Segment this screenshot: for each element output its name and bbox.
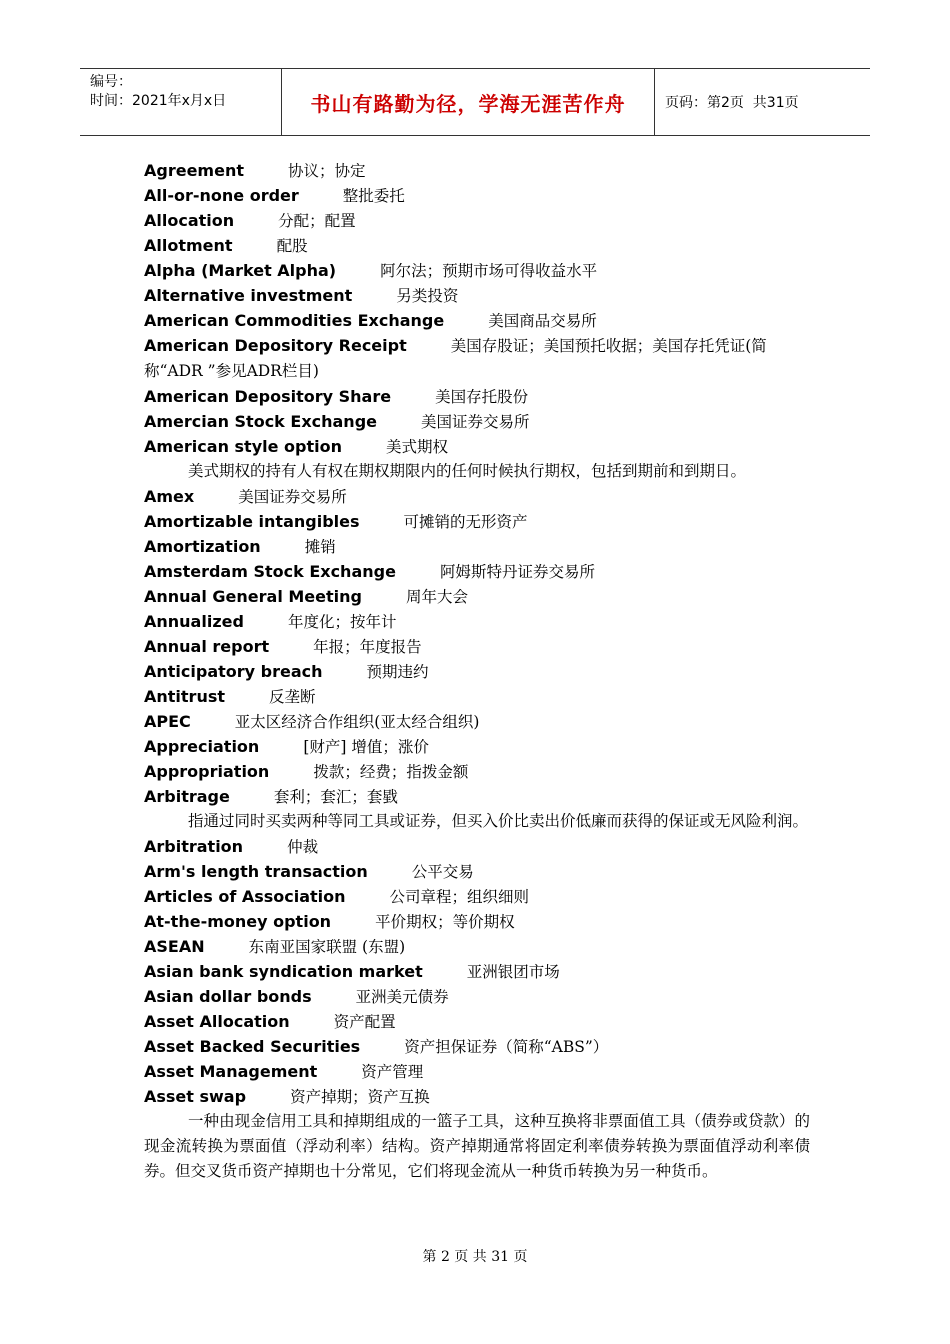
time-label: 时间：2021年x月x日 xyxy=(90,93,227,109)
glossary-entry xyxy=(144,1059,810,1084)
entry-definition: 资产掉期；资产互换 xyxy=(290,1088,430,1106)
entry-definition: 公平交易 xyxy=(411,863,474,881)
entry-description: 美式期权的持有人有权在期权期限内的任何时候执行期权，包括到期前和到期日。 xyxy=(188,462,747,480)
entry-definition: 美国商品交易所 xyxy=(488,312,597,330)
entry-term: Amercian Stock Exchange xyxy=(144,412,377,431)
entry-term: Asset Management xyxy=(144,1062,318,1081)
entry-definition: 美国存股证；美国预托收据；美国存托凭证(简称“ADR ”参见ADR栏目) xyxy=(144,337,767,380)
glossary-entry xyxy=(144,834,810,859)
entry-term: Amortization xyxy=(144,537,261,556)
header-page-info xyxy=(655,69,870,135)
entry-term: Asian bank syndication market xyxy=(144,962,423,981)
entry-definition: 美式期权 xyxy=(386,438,449,456)
entry-definition: 平价期权；等价期权 xyxy=(375,913,515,931)
glossary-entry xyxy=(144,283,810,308)
entry-definition: 分配；配置 xyxy=(278,212,356,230)
glossary-entry xyxy=(144,884,810,909)
glossary-entry xyxy=(144,859,810,884)
entry-definition: 亚洲银团市场 xyxy=(466,963,560,981)
entry-definition: 协议；协定 xyxy=(288,162,366,180)
entry-term: Arm's length transaction xyxy=(144,862,368,881)
glossary-entry xyxy=(144,609,810,634)
entry-definition: 亚太区经济合作组织(亚太经合组织) xyxy=(234,713,480,731)
glossary-entry xyxy=(144,959,810,984)
entry-term: Alpha (Market Alpha) xyxy=(144,261,337,280)
glossary-entry xyxy=(144,784,810,809)
glossary-entry xyxy=(144,709,810,734)
entry-definition: 东南亚国家联盟 (东盟) xyxy=(248,938,406,956)
entry-definition: 年报；年度报告 xyxy=(313,638,422,656)
entry-term: ASEAN xyxy=(144,937,205,956)
glossary-entry xyxy=(144,183,810,208)
entry-term: Appropriation xyxy=(144,762,270,781)
entry-definition: 年度化；按年计 xyxy=(287,613,397,631)
entry-definition: 整批委托 xyxy=(342,187,405,205)
glossary-entry xyxy=(144,208,810,233)
glossary-entry xyxy=(144,659,810,684)
glossary-entry xyxy=(144,1084,810,1109)
glossary-entry xyxy=(144,634,810,659)
entry-definition: 资产管理 xyxy=(361,1063,424,1081)
entry-term: American style option xyxy=(144,437,342,456)
entry-term: American Depository Share xyxy=(144,387,392,406)
entry-term: Articles of Association xyxy=(144,887,346,906)
header-motto: 书山有路勤为径，学海无涯苦作舟 xyxy=(282,69,655,135)
entry-term: Agreement xyxy=(144,161,244,180)
entry-term: Asian dollar bonds xyxy=(144,987,312,1006)
code-label: 编号： xyxy=(90,74,132,90)
entry-term: Alternative investment xyxy=(144,286,353,305)
glossary-entry xyxy=(144,1034,810,1059)
entry-term: Annualized xyxy=(144,612,244,631)
entry-term: Arbitration xyxy=(144,837,244,856)
entry-definition: 美国证券交易所 xyxy=(238,488,347,506)
glossary-entry xyxy=(144,484,810,509)
glossary-entry xyxy=(144,333,810,384)
entry-definition: 预期违约 xyxy=(366,663,429,681)
entry-term: Asset Allocation xyxy=(144,1012,290,1031)
glossary-entry xyxy=(144,734,810,759)
entry-definition: 周年大会 xyxy=(405,588,468,606)
page-footer: 第 2 页 共 31 页 xyxy=(422,1249,528,1265)
entry-term: All-or-none order xyxy=(144,186,299,205)
entry-term: Annual General Meeting xyxy=(144,587,362,606)
entry-definition: 配股 xyxy=(276,237,308,255)
glossary-entry xyxy=(144,984,810,1009)
glossary-content xyxy=(144,158,810,1184)
glossary-entry xyxy=(144,584,810,609)
entry-term: Allocation xyxy=(144,211,235,230)
entry-definition: 公司章程；组织细则 xyxy=(389,888,530,906)
entry-description: 一种由现金信用工具和掉期组成的一篮子工具，这种互换将非票面值工具（债券或贷款）的现金流转换为票面值（浮动利率）结构。资产掉期通常将固定利率债券转换为票面值浮动利率债券。但交叉货币资产掉期也十分常见，它们将现金流从一种货币转换为另一种货币。 xyxy=(144,1112,810,1180)
glossary-entry xyxy=(144,684,810,709)
entry-term: APEC xyxy=(144,712,191,731)
entry-term: Annual report xyxy=(144,637,270,656)
entry-term: Asset swap xyxy=(144,1087,247,1106)
glossary-entry xyxy=(144,384,810,409)
entry-term: American Commodities Exchange xyxy=(144,311,445,330)
page-info-text: 页码：第2页 共31页 xyxy=(665,95,799,111)
entry-definition: 套利；套汇；套戥 xyxy=(273,788,398,806)
entry-description: 指通过同时买卖两种等同工具或证券，但买入价比卖出价低廉而获得的保证或无风险利润。 xyxy=(188,812,809,830)
entry-term: Anticipatory breach xyxy=(144,662,323,681)
entry-term: Appreciation xyxy=(144,737,260,756)
entry-definition: 亚洲美元债券 xyxy=(355,988,449,1006)
glossary-entry xyxy=(144,534,810,559)
entry-definition: 资产担保证券（简称“ABS”） xyxy=(404,1038,609,1056)
entry-definition: 仲裁 xyxy=(287,838,319,856)
entry-term: American Depository Receipt xyxy=(144,336,407,355)
glossary-entry xyxy=(144,509,810,534)
glossary-entry xyxy=(144,759,810,784)
glossary-entry xyxy=(144,934,810,959)
entry-definition: 美国证券交易所 xyxy=(421,413,530,431)
glossary-entry xyxy=(144,409,810,434)
entry-term: Allotment xyxy=(144,236,233,255)
entry-definition: [财产] 增值；涨价 xyxy=(303,738,429,756)
entry-definition: 阿姆斯特丹证券交易所 xyxy=(439,563,595,581)
entry-definition: 另类投资 xyxy=(396,287,459,305)
entry-definition: 反垄断 xyxy=(269,688,316,706)
entry-term: At-the-money option xyxy=(144,912,332,931)
page-header xyxy=(80,68,870,136)
entry-definition: 美国存托股份 xyxy=(435,388,529,406)
entry-term: Amsterdam Stock Exchange xyxy=(144,562,396,581)
glossary-entry xyxy=(144,559,810,584)
entry-term: Antitrust xyxy=(144,687,226,706)
glossary-entry xyxy=(144,308,810,333)
glossary-entry xyxy=(144,434,810,459)
entry-term: Asset Backed Securities xyxy=(144,1037,361,1056)
entry-term: Arbitrage xyxy=(144,787,230,806)
glossary-entry xyxy=(144,258,810,283)
entry-definition: 可摊销的无形资产 xyxy=(403,513,528,531)
glossary-entry xyxy=(144,909,810,934)
entry-definition: 阿尔法；预期市场可得收益水平 xyxy=(380,262,598,280)
entry-definition: 资产配置 xyxy=(333,1013,396,1031)
header-meta xyxy=(80,69,282,135)
entry-term: Amex xyxy=(144,487,195,506)
glossary-entry xyxy=(144,233,810,258)
entry-definition: 拨款；经费；指拨金额 xyxy=(313,763,469,781)
entry-definition: 摊销 xyxy=(304,538,336,556)
glossary-entry xyxy=(144,1009,810,1034)
entry-term: Amortizable intangibles xyxy=(144,512,360,531)
glossary-entry xyxy=(144,158,810,183)
